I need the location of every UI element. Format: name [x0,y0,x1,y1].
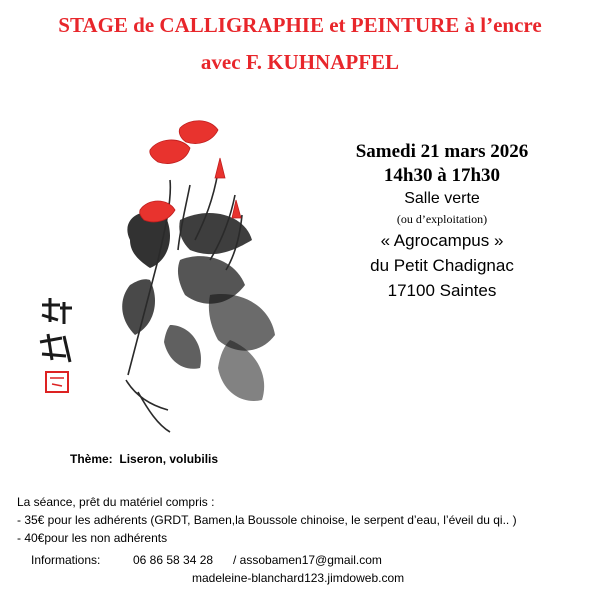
morning-glory-ink-painting [30,110,292,440]
theme-line [70,452,218,466]
title-line-2: avec F. KUHNAPFEL [200,50,400,74]
pricing-non-members: - 40€pour les non adhérents [17,531,168,545]
event-venue: « Agrocampus » [380,231,504,250]
red-seal [46,372,68,392]
event-venue-line2: du Petit Chadignac [370,256,514,275]
pricing-intro: La séance, prêt du matériel compris : [17,495,215,509]
contact-phone: 06 86 58 34 28 [133,553,214,567]
pricing-members: - 35€ pour les adhérents (GRDT, Bamen,la Boussole chinoise, le serpent d’eau, l’éveil du qi.. ) [17,513,517,527]
calligraphy-signature [40,298,72,362]
event-city: 17100 Saintes [387,281,497,300]
title-line-1: STAGE de CALLIGRAPHIE et PEINTURE à l’encre [58,13,542,37]
contact-label: Informations: [31,553,101,567]
event-hours: 14h30 à 17h30 [383,165,501,186]
event-details [330,140,554,303]
event-room-note: (ou d’exploitation) [396,212,488,226]
pricing-block [17,493,517,547]
theme-value: Liseron, volubilis [119,452,219,466]
contact-website: madeleine-blanchard123.jimdoweb.com [192,571,405,585]
flowers [140,121,241,222]
contact-email: / assobamen17@gmail.com [233,553,382,567]
event-date: Samedi 21 mars 2026 [355,141,529,162]
event-room: Salle verte [404,190,480,207]
theme-label: Thème: [70,452,113,466]
